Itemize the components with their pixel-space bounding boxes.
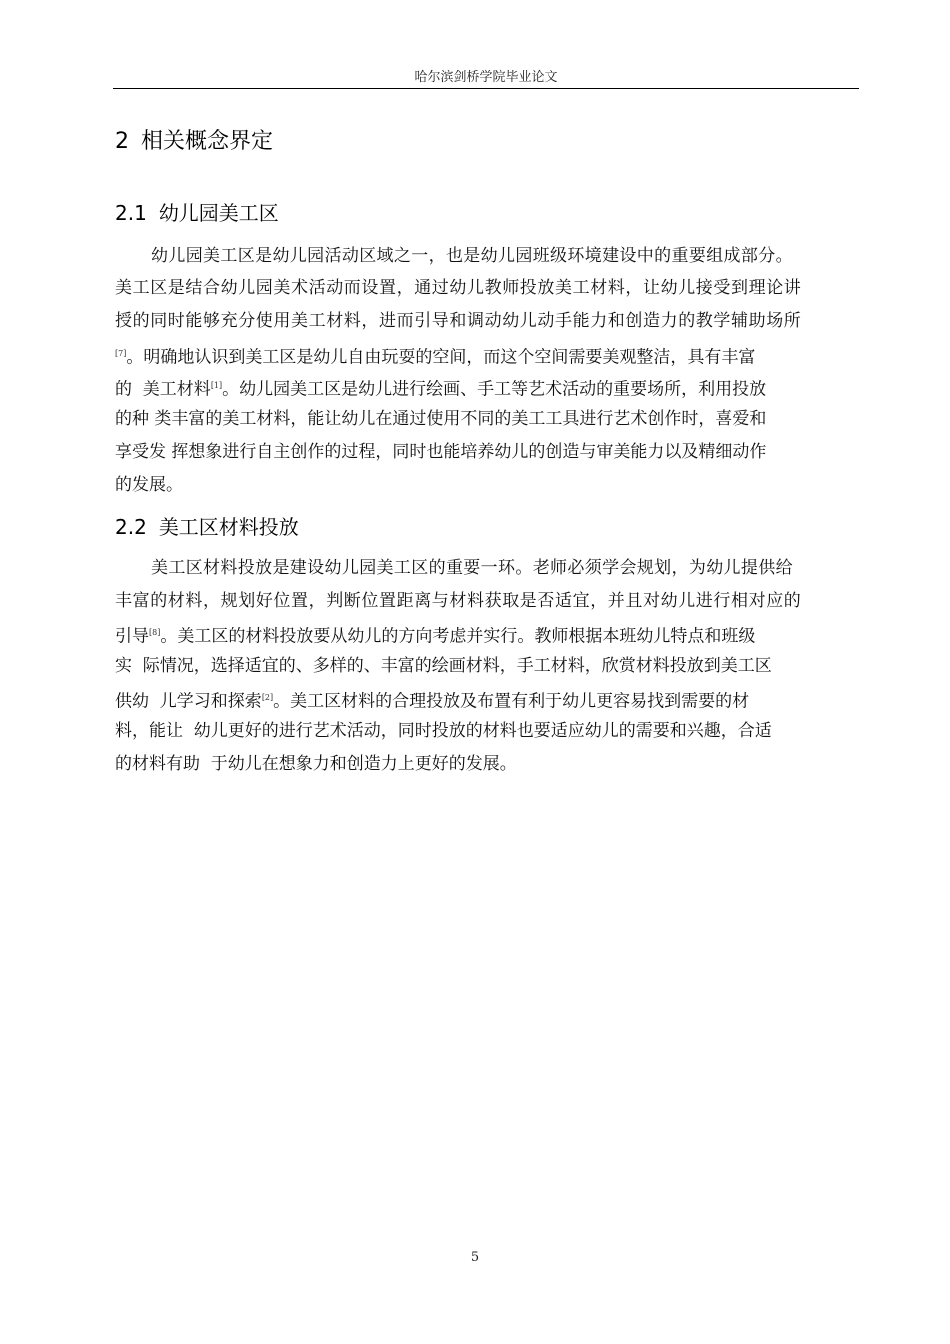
- section-heading: [115, 197, 279, 226]
- paragraph-line: 美工区是结合幼儿园美术活动而设置，通过幼儿教师投放美工材料，让幼儿接受到理论讲: [115, 278, 802, 298]
- line-text: 。美工区的材料投放要从幼儿的方向考虑并实行。教师根据本班幼儿特点和班级: [160, 626, 756, 647]
- citation-ref: [1]: [210, 381, 223, 390]
- chapter-title: 相关概念界定: [141, 129, 274, 154]
- section-number: 2.2: [115, 515, 147, 539]
- citation-ref: [8]: [149, 628, 161, 637]
- paragraph-line: 享受发 挥想象进行自主创作的过程，同时也能培养幼儿的创造与审美能力以及精细动作: [115, 442, 767, 462]
- line-text: 。明确地认识到美工区是幼儿自由玩耍的空间，而这个空间需要美观整洁，具有丰富: [126, 347, 756, 368]
- header-rule: [113, 88, 859, 89]
- page-number: 5: [470, 1250, 480, 1265]
- paragraph-line: [115, 338, 860, 370]
- line-text: 引导: [115, 626, 149, 647]
- paragraph-line: [115, 682, 860, 714]
- paragraph-line: 美工区材料投放是建设幼儿园美工区的重要一环。老师必须学会规划，为幼儿提供给: [151, 558, 793, 578]
- paragraph-line: 幼儿园美工区是幼儿园活动区域之一，也是幼儿园班级环境建设中的重要组成部分。: [151, 246, 793, 266]
- line-text: 。美工区材料的合理投放及布置有利于幼儿更容易找到需要的材: [273, 691, 750, 712]
- citation-ref: [7]: [115, 349, 127, 358]
- chapter-heading: [115, 124, 273, 155]
- paragraph-line: 的材料有助 于幼儿在想象力和创造力上更好的发展。: [115, 754, 517, 774]
- running-header: 哈尔滨剑桥学院毕业论文: [414, 70, 558, 85]
- paragraph-line: 的种 类丰富的美工材料，能让幼儿在通过使用不同的美工工具进行艺术创作时，喜爱和: [115, 409, 767, 429]
- paragraph-line: 授的同时能够充分使用美工材料，进而引导和调动幼儿动手能力和创造力的教学辅助场所: [115, 311, 802, 331]
- paragraph-line: 丰富的材料，规划好位置，判断位置距离与材料获取是否适宜，并且对幼儿进行相对应的: [115, 591, 802, 611]
- paragraph-line: 料，能让 幼儿更好的进行艺术活动，同时投放的材料也要适应幼儿的需要和兴趣，合适: [115, 721, 772, 741]
- paragraph-line: 实 际情况，选择适宜的、多样的、丰富的绘画材料，手工材料，欣赏材料投放到美工区: [115, 656, 772, 676]
- chapter-number: 2: [115, 129, 129, 154]
- section-title: 幼儿园美工区: [158, 201, 279, 225]
- citation-ref: [2]: [261, 693, 274, 702]
- paragraph-line: [115, 617, 860, 649]
- paragraph-line: [115, 370, 860, 402]
- section-heading: [115, 511, 299, 540]
- section-title: 美工区材料投放: [158, 515, 299, 539]
- line-text: 供幼 儿学习和探索: [115, 691, 262, 712]
- section-number: 2.1: [115, 201, 147, 225]
- paragraph-line: 的发展。: [115, 475, 183, 495]
- line-text: 的 美工材料: [115, 379, 211, 400]
- line-text: 。幼儿园美工区是幼儿进行绘画、手工等艺术活动的重要场所，利用投放: [222, 379, 767, 400]
